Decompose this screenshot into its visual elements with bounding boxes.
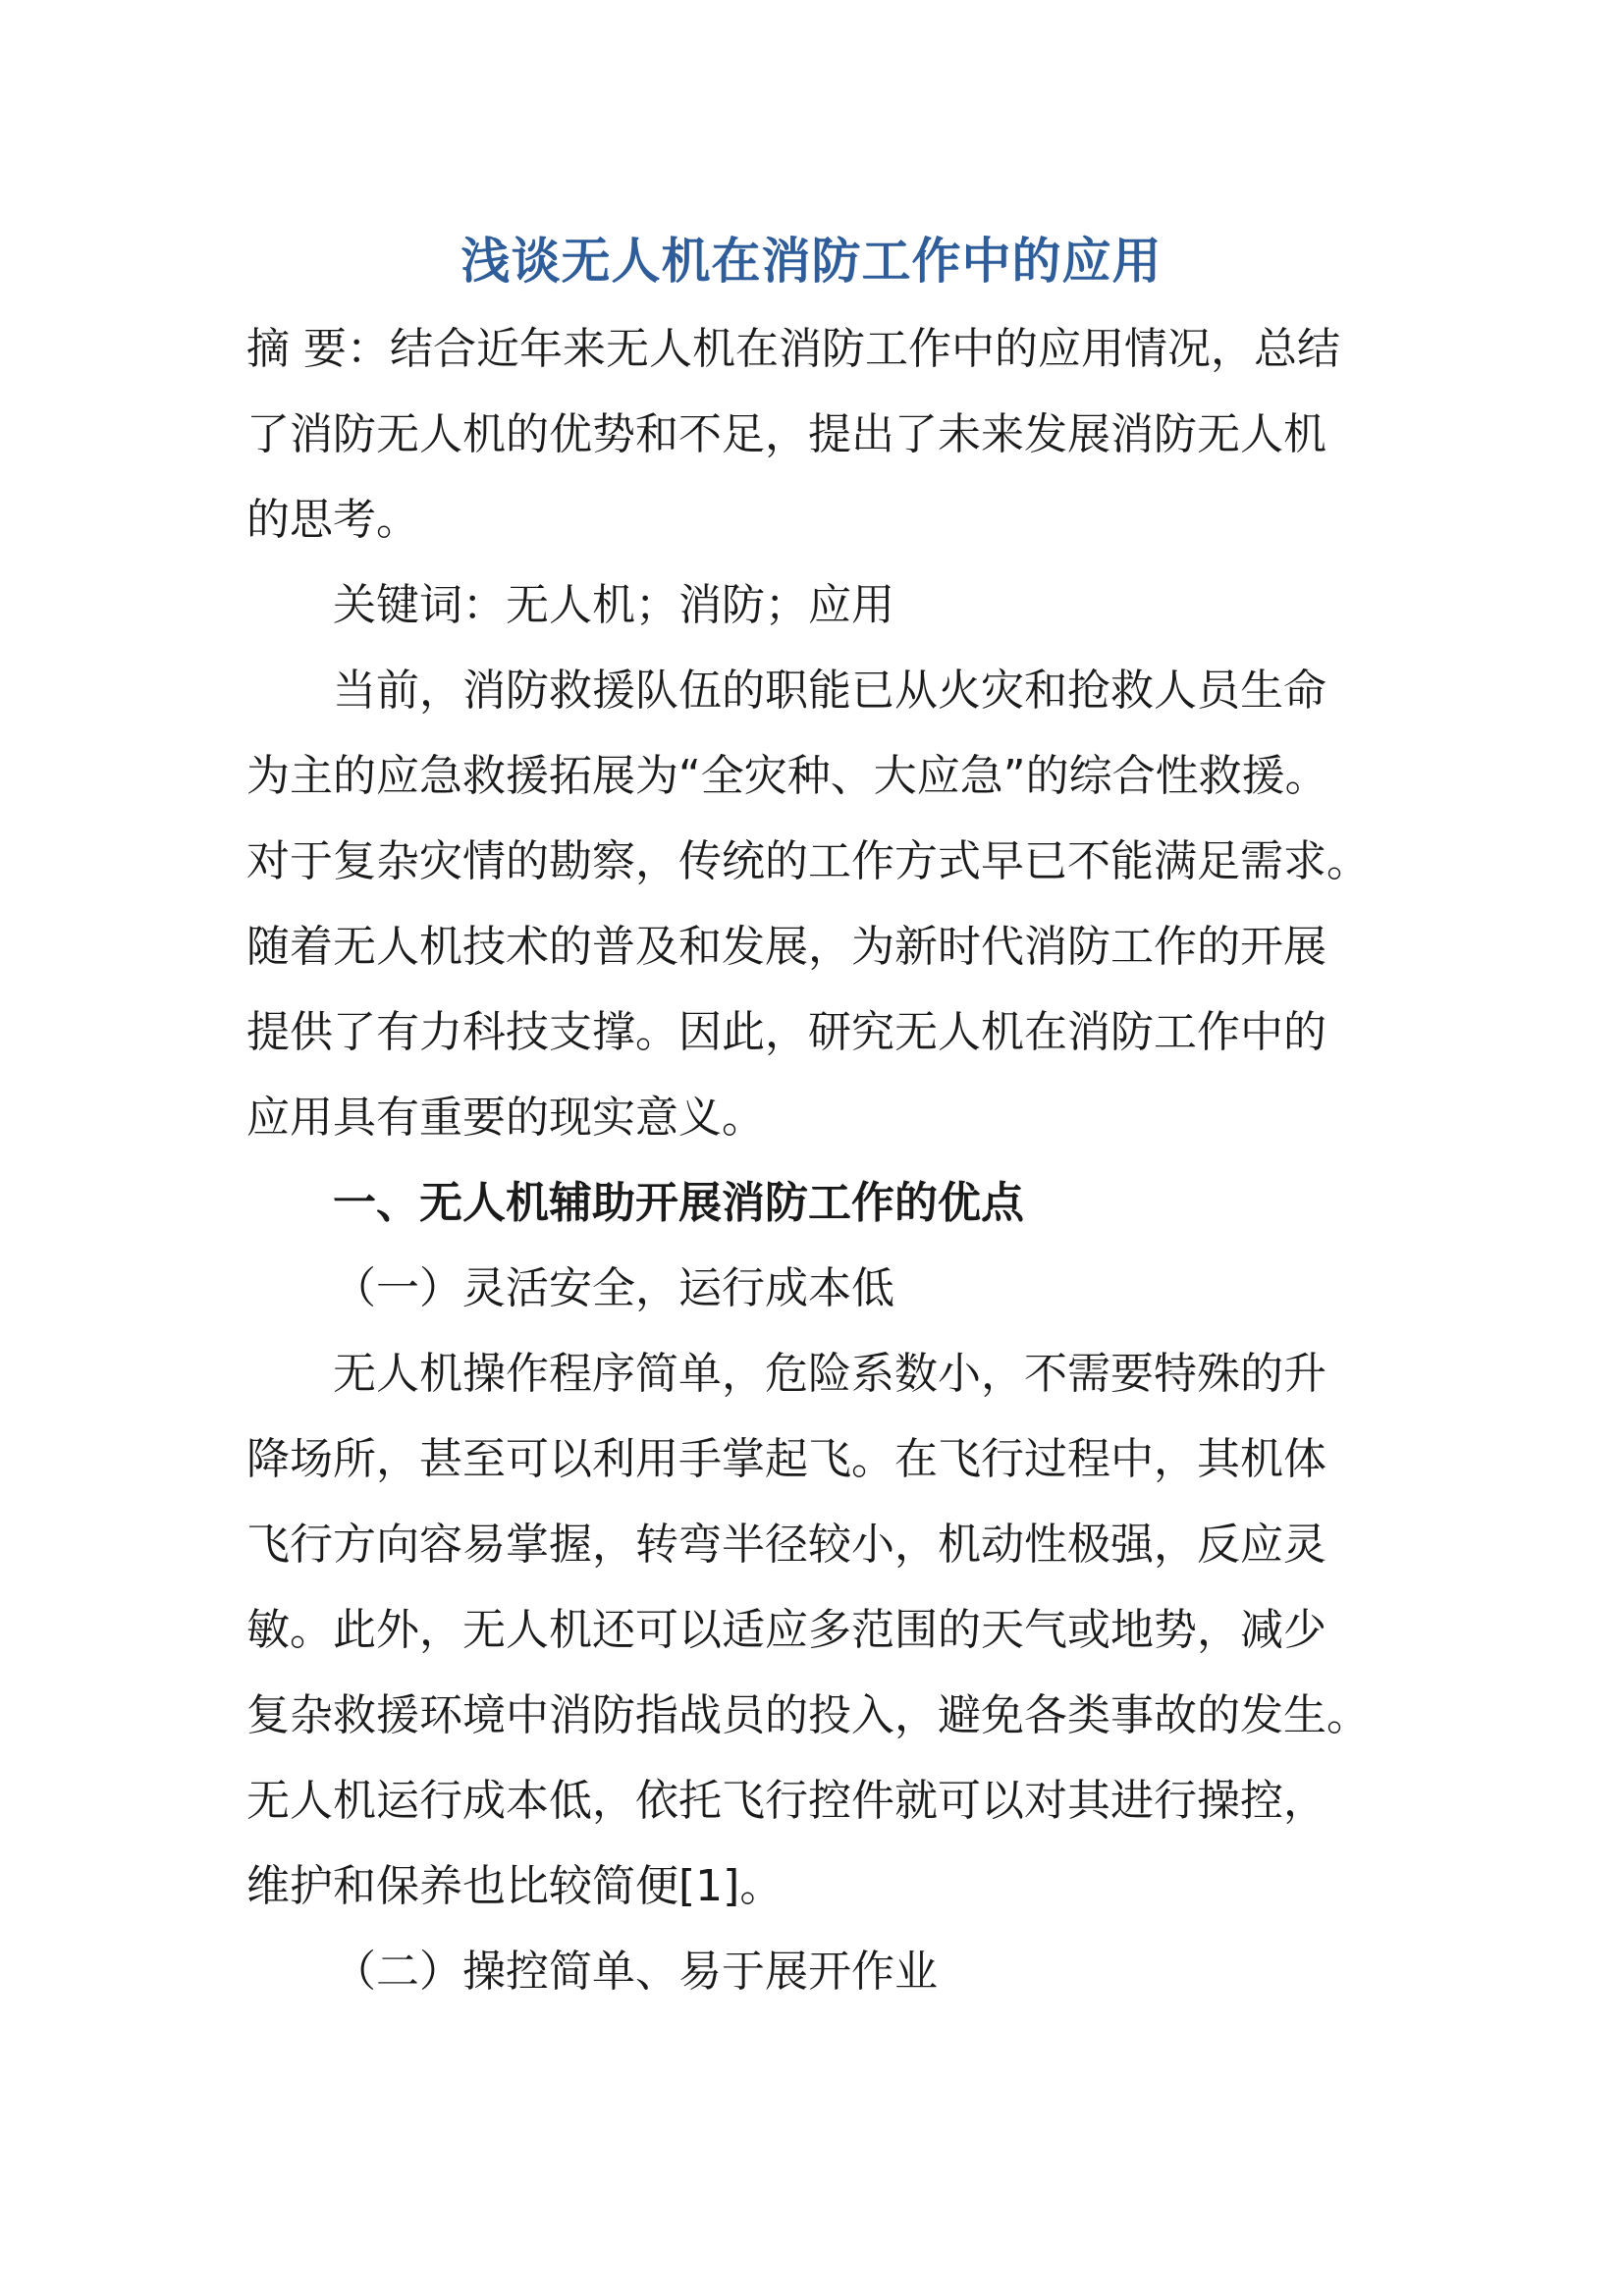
keywords-paragraph <box>246 562 1366 648</box>
intro-line: 应用具有重要的现实意义。 <box>246 1093 765 1143</box>
sub1-line: 敏。此外，无人机还可以适应多范围的天气或地势，减少 <box>246 1605 1326 1655</box>
abstract-line: 摘 要：结合近年来无人机在消防工作中的应用情况，总结 <box>246 324 1340 374</box>
sub1-line: 无人机运行成本低，依托飞行控件就可以对其进行操控， <box>246 1776 1326 1826</box>
sub1-line: 飞行方向容易掌握，转弯半径较小，机动性极强，反应灵 <box>246 1520 1326 1570</box>
document-title: 浅谈无人机在消防工作中的应用 <box>460 232 1163 290</box>
section1-heading: 一、无人机辅助开展消防工作的优点 <box>333 1178 1024 1228</box>
intro-line: 为主的应急救援拓展为“全灾种、大应急”的综合性救援。 <box>246 751 1328 801</box>
section1-heading-block <box>246 1160 1366 1246</box>
sub1-line: 复杂救援环境中消防指战员的投入，避免各类事故的发生。 <box>246 1690 1370 1740</box>
sub1-paragraph <box>246 1331 1370 1929</box>
abstract-paragraph <box>246 306 1366 562</box>
intro-paragraph <box>246 648 1370 1160</box>
intro-line: 随着无人机技术的普及和发展，为新时代消防工作的开展 <box>246 922 1326 972</box>
abstract-line: 的思考。 <box>246 495 419 545</box>
sub2-heading: （二）操控简单、易于展开作业 <box>333 1947 938 1997</box>
keywords-line: 关键词：无人机；消防；应用 <box>333 580 894 630</box>
intro-line: 提供了有力科技支撑。因此，研究无人机在消防工作中的 <box>246 1007 1326 1057</box>
sub1-line: 维护和保养也比较简便[1]。 <box>246 1861 784 1911</box>
abstract-line: 了消防无人机的优势和不足，提出了未来发展消防无人机 <box>246 409 1326 459</box>
sub1-heading-block <box>246 1246 1366 1331</box>
intro-line: 当前，消防救援队伍的职能已从火灾和抢救人员生命 <box>333 666 1326 716</box>
sub1-line: 无人机操作程序简单，危险系数小，不需要特殊的升 <box>333 1349 1326 1399</box>
sub2-heading-block <box>246 1929 1366 2014</box>
intro-line: 对于复杂灾情的勘察，传统的工作方式早已不能满足需求。 <box>246 836 1370 886</box>
sub1-heading: （一）灵活安全，运行成本低 <box>333 1263 894 1313</box>
sub1-line: 降场所，甚至可以利用手掌起飞。在飞行过程中，其机体 <box>246 1434 1326 1484</box>
